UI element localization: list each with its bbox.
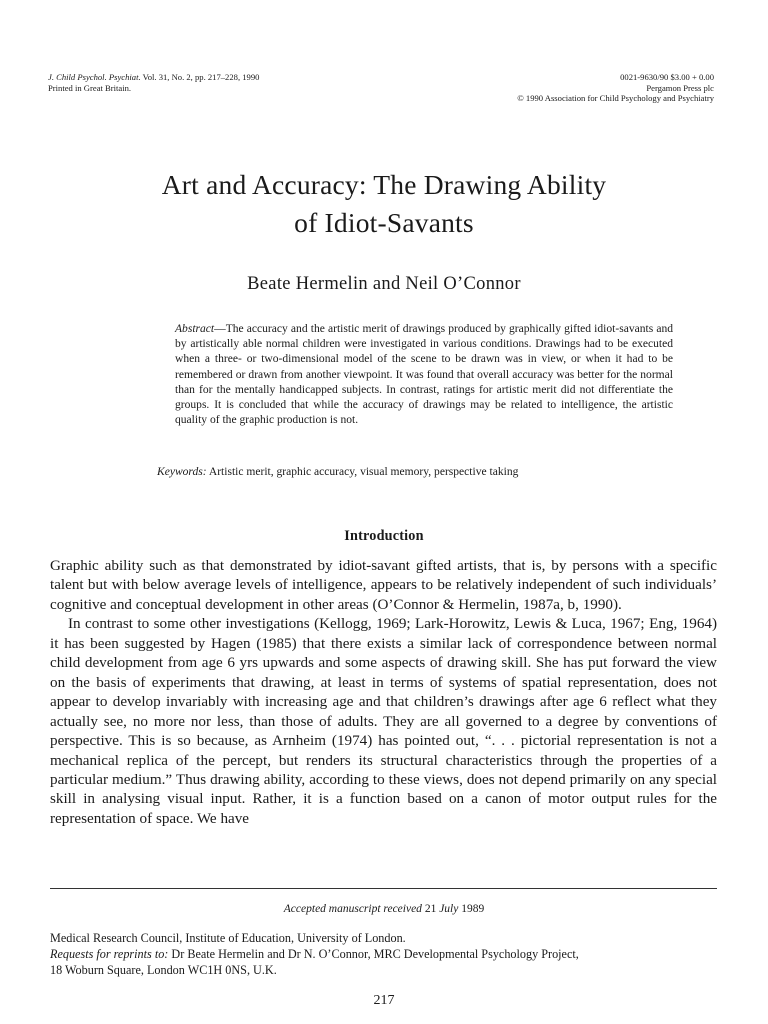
introduction-body <box>50 556 717 828</box>
abstract-label: Abstract <box>175 323 215 335</box>
keywords-label: Keywords: <box>157 466 207 478</box>
journal-citation <box>48 72 259 83</box>
paragraph: Graphic ability such as that demonstrated by idiot-savant gifted artists, that is, by persons with a specific talent but with below average levels of intelligence, appears to be relatively independent of such individuals’ cognitive and conceptual development in other areas (O’Connor & Hermelin, 1987a, b, 1990). <box>50 557 717 613</box>
reprints-text: Dr Beate Hermelin and Dr N. O’Connor, MRC Developmental Psychology Project, <box>168 947 579 961</box>
page-number: 217 <box>373 993 395 1008</box>
copyright: © 1990 Association for Child Psychology and Psychiatry <box>517 93 714 104</box>
publisher: Pergamon Press plc <box>646 82 714 93</box>
printed-in: Printed in Great Britain. <box>48 82 132 93</box>
running-header-right <box>517 72 714 104</box>
keywords-text: Artistic merit, graphic accuracy, visual memory, perspective taking <box>206 466 519 478</box>
authors: Beate Hermelin and Neil O’Connor <box>247 274 521 294</box>
price-code: 0021-9630/90 $3.00 + 0.00 <box>620 72 714 82</box>
affiliation: Medical Research Council, Institute of Education, University of London. <box>50 931 406 945</box>
accepted-year: 1989 <box>461 903 485 915</box>
reprints-label: Requests for reprints to: <box>50 947 169 961</box>
journal-volume: Vol. 31, No. 2, pp. 217–228, 1990 <box>142 72 260 82</box>
abstract <box>175 322 673 428</box>
article-title <box>0 166 768 242</box>
journal-name: J. Child Psychol. Psychiat. <box>48 72 141 82</box>
running-header-left <box>48 72 259 93</box>
title-line-1: Art and Accuracy: The Drawing Ability <box>161 169 607 200</box>
accepted-day: 21 <box>424 903 437 915</box>
accepted-date <box>0 903 768 915</box>
address: 18 Woburn Square, London WC1H 0NS, U.K. <box>50 963 277 977</box>
accepted-month: July <box>439 903 459 915</box>
abstract-text: —The accuracy and the artistic merit of drawings produced by graphically gifted idiot-savants and by artistically able normal children were investigated in various conditions. Drawings had to be executed when a three- or two-dimensional model of the scene to be drawn was in view, or when it had to be remembered or drawn from another viewpoint. It was found that overall accuracy was better for the normal than for the mentally handicapped subjects. In contrast, ratings for artistic merit did not differentiate the groups. It is concluded that while the accuracy of drawings may be related to intelligence, the artistic quality of the graphic production is not. <box>175 323 673 427</box>
paragraph: In contrast to some other investigations (Kellogg, 1969; Lark-Horowitz, Lewis & Luca, 1967; Eng, 1964) it has been suggested by Hagen (1985) that there exists a similar lack of correspondence between normal child development from age 6 yrs upwards and some aspects of drawing skill. She has put forward the view on the basis of experiments that drawing, at least in terms of systems of spatial representation, does not appear to develop invariably with increasing age and that children’s drawings after age 6 reflect what they actually see, no more nor less, than those of adults. They are all governed to a degree by conventions of perspective. This is so because, as Arnheim (1974) has pointed out, “. . . pictorial representation is not a mechanical replica of the percept, but renders its structural characteristics through the properties of a particular medium.” Thus drawing ability, according to these views, does not depend primarily on any special skill in analysing visual input. Rather, it is a function based on a canon of motor output rules for the representation of space. We have <box>50 615 717 827</box>
title-line-2: of Idiot-Savants <box>294 207 474 238</box>
reprints-request <box>50 946 730 962</box>
keywords <box>157 466 518 478</box>
accepted-label: Accepted manuscript received <box>283 903 422 915</box>
section-heading-introduction: Introduction <box>344 528 424 544</box>
footnote-divider <box>50 888 717 889</box>
affiliation-block <box>50 930 730 978</box>
